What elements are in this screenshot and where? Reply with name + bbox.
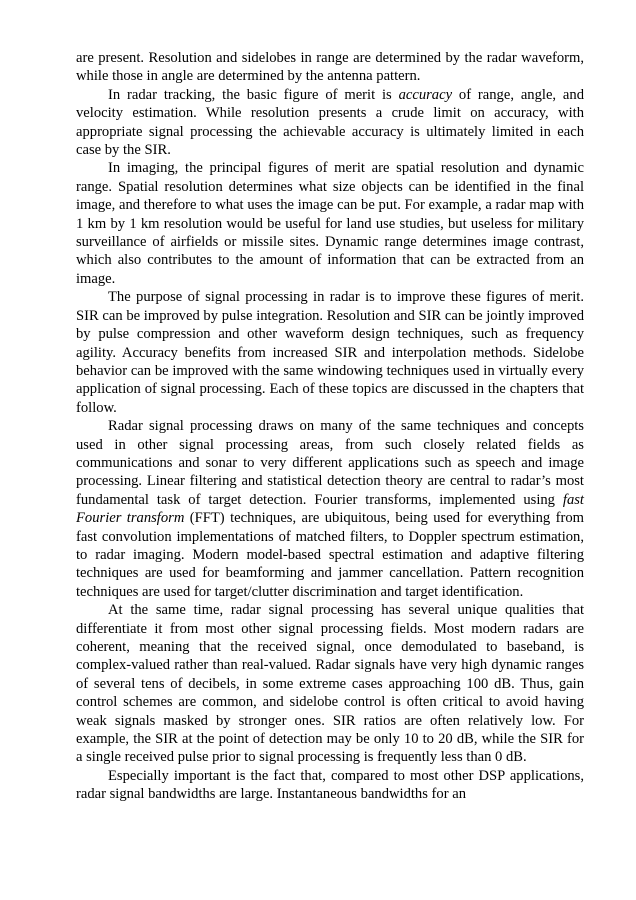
paragraph-3-text: In imaging, the principal figures of merit are spatial resolution and dynamic range. Spatial resolution determines what size objects can be identified in the final image, and therefore to what uses the image can be put. For example, a radar map with 1 km by 1 km resolution would be useful for land use studies, but useless for military surveillance of airfields or missile sites. Dynamic range determines image contrast, which also contributes to the amount of information that can be extracted from an image. <box>76 160 584 287</box>
paragraph-2-italic-term: accuracy <box>398 86 453 103</box>
paragraph-6 <box>76 601 584 767</box>
paragraph-7 <box>76 767 584 804</box>
paragraph-4 <box>76 288 584 417</box>
paragraph-1 <box>76 49 584 86</box>
document-page <box>76 49 584 804</box>
paragraph-1-text: are present. Resolution and sidelobes in range are determined by the radar waveform, while those in angle are determined by the antenna pattern. <box>76 50 584 85</box>
paragraph-2-text-b: of range, angle, and velocity estimation. While resolution presents a crude limit on accuracy, with appropriate signal processing the achievable accuracy is ultimately limited in each case by the SIR. <box>76 86 584 159</box>
paragraph-3 <box>76 159 584 288</box>
paragraph-5-italic-term: fast Fourier transform <box>76 491 584 527</box>
paragraph-6-text: At the same time, radar signal processing has several unique qualities that differentiate it from most other signal processing fields. Most modern radars are coherent, meaning that the received signal, once demodulated to baseband, is complex-valued rather than real-valued. Radar signals have very high dynamic ranges of several tens of decibels, in some extreme cases approaching 100 dB. Thus, gain control schemes are common, and sidelobe control is often critical to avoid having weak signals masked by stronger ones. SIR ratios are often relatively low. For example, the SIR at the point of detection may be only 10 to 20 dB, while the SIR for a single received pulse prior to signal processing is frequently less than 0 dB. <box>76 602 584 766</box>
paragraph-4-text: The purpose of signal processing in radar is to improve these figures of merit. SIR can be improved by pulse integration. Resolution and SIR can be jointly improved by pulse compression and other waveform design techniques, such as frequency agility. Accuracy benefits from increased SIR and interpolation methods. Sidelobe behavior can be improved with the same windowing techniques used in virtually every application of signal processing. Each of these topics are discussed in the chapters that follow. <box>76 289 584 416</box>
paragraph-5 <box>76 417 584 601</box>
paragraph-2 <box>76 86 584 160</box>
paragraph-7-text: Especially important is the fact that, compared to most other DSP applications, radar signal bandwidths are large. Instantaneous bandwidths for an <box>76 767 584 803</box>
paragraph-2-text-a: In radar tracking, the basic figure of merit is <box>108 86 399 103</box>
paragraph-5-text-a: Radar signal processing draws on many of the same techniques and concepts used in other signal processing areas, from such closely related fields as communications and sonar to very different applications such as speech and image processing. Linear filtering and statistical detection theory are central to radar’s most fundamental task of target detection. Fourier transforms, implemented using <box>76 418 584 508</box>
paragraph-5-text-b: (FFT) techniques, are ubiquitous, being used for everything from fast convolution implementations of matched filters, to Doppler spectrum estimation, to radar imaging. Modern model-based spectral estimation and adaptive filtering techniques are used for beamforming and jammer cancellation. Pattern recognition techniques are used for target/clutter discrimination and target identification. <box>76 510 584 600</box>
